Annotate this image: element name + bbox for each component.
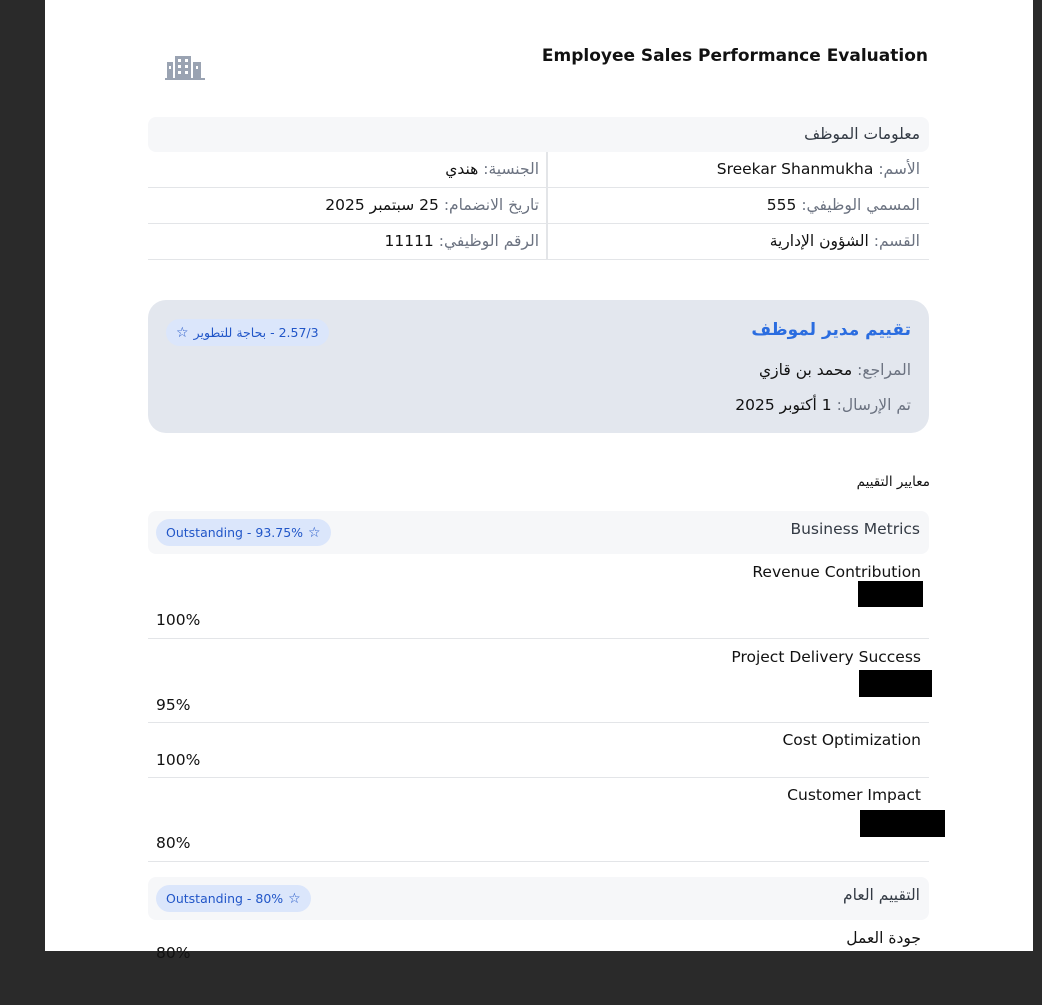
criteria-group-name: Business Metrics [790,520,920,538]
criteria-item [148,554,929,639]
sent-date-line: تم الإرسال: 1 أكتوبر 2025 [735,396,911,414]
criteria-item [148,723,929,778]
document-page [45,0,1033,962]
redaction-block [859,670,932,697]
redaction-block [858,581,923,607]
criteria-item [148,639,929,723]
criteria-item [148,920,929,1005]
criteria-item-name: Revenue Contribution [752,563,921,581]
info-cell-department: القسم: الشؤون الإدارية [769,232,920,250]
review-title: تقييم مدير لموظف [751,320,911,340]
document-title: Employee Sales Performance Evaluation [541,46,928,66]
criteria-group-header [148,511,929,554]
viewer-left-margin [0,0,45,951]
info-cell-join-date: تاريخ الانضمام: 25 سبتمبر 2025 [325,196,539,214]
group-score-badge: Outstanding - 80% ☆ [156,885,311,912]
info-row [148,188,929,224]
info-cell-nationality: الجنسية: هندي [445,160,539,178]
employee-info-header [148,117,929,152]
criteria-item-percent: 100% [156,751,201,769]
review-score-badge: ☆ 2.57/3 - بحاجة للتطوير [166,319,329,346]
criteria-item-name: Cost Optimization [782,731,921,749]
star-icon: ☆ [176,324,189,341]
criteria-group-header [148,877,929,920]
criteria-item-name: Project Delivery Success [731,648,921,666]
star-icon: ☆ [308,524,321,541]
employee-info-heading: معلومات الموظف [804,125,920,143]
info-cell-employee-id: الرقم الوظيفي: 11111 [384,232,539,250]
info-cell-job-title: المسمي الوظيفي: 555 [766,196,920,214]
criteria-title: معايير التقييم [856,474,930,490]
review-card [148,300,929,433]
criteria-item-name: Customer Impact [787,786,921,804]
criteria-item-percent: 80% [156,944,191,962]
criteria-item-name: جودة العمل [846,929,921,947]
criteria-item-percent: 95% [156,696,191,714]
redaction-block [860,810,945,837]
criteria-item-percent: 100% [156,611,201,629]
info-cell-name: الأسم: Sreekar Shanmukha [716,160,920,178]
star-icon: ☆ [288,890,301,907]
info-row [148,224,929,260]
criteria-group-name: التقييم العام [843,886,920,904]
employee-info-table [148,152,929,260]
group-score-badge: Outstanding - 93.75% ☆ [156,519,331,546]
building-icon [165,54,205,80]
info-row [148,152,929,188]
criteria-item [148,778,929,862]
criteria-item-percent: 80% [156,834,191,852]
reviewer-line: المراجع: محمد بن قازي [759,361,911,379]
